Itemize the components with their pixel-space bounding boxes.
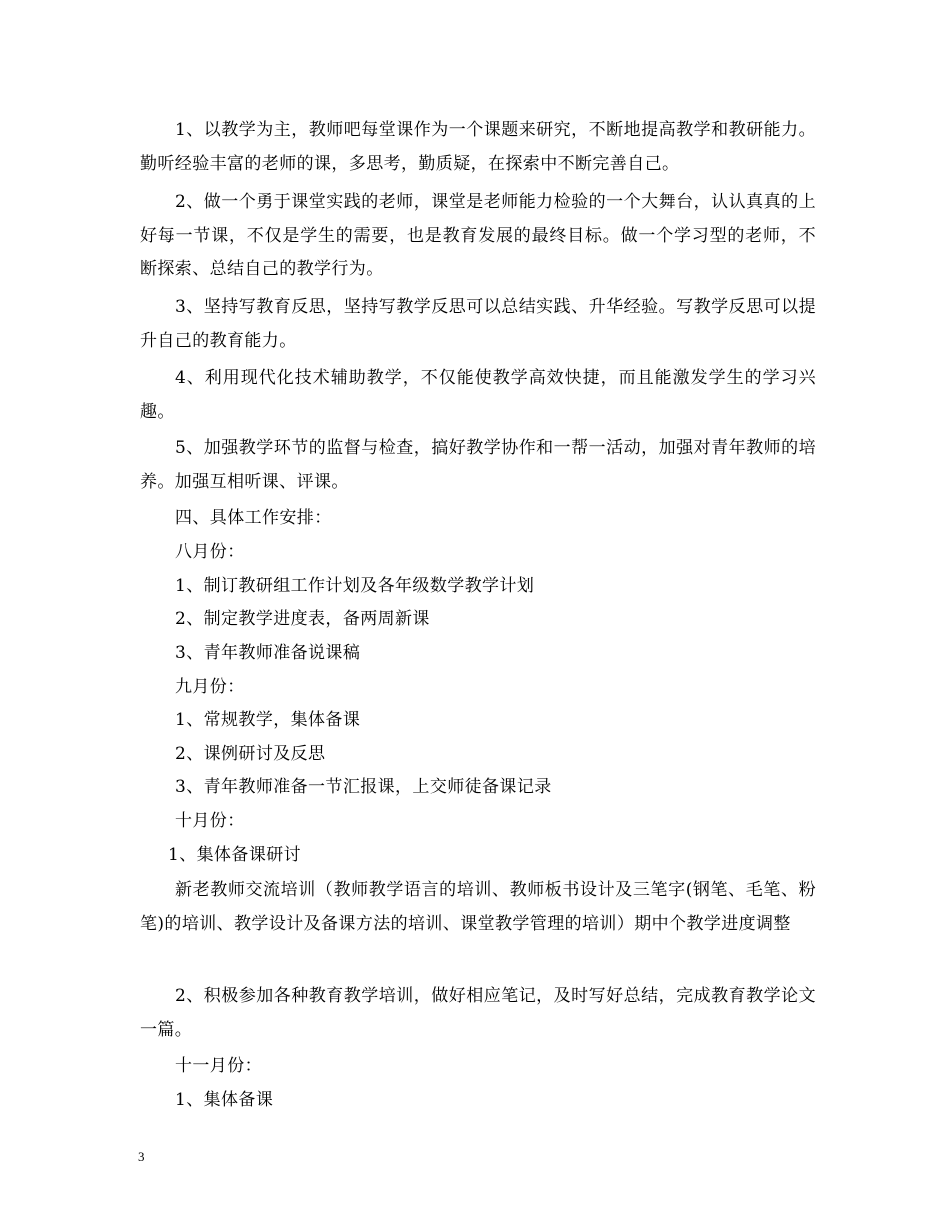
month-heading-september: 九月份： bbox=[175, 677, 245, 697]
list-item: 1、集体备课 bbox=[175, 1090, 274, 1110]
month-heading-august: 八月份： bbox=[175, 542, 245, 562]
month-heading-november: 十一月份： bbox=[175, 1056, 262, 1076]
paragraph-study-training: 2、积极参加各种教育教学培训，做好相应笔记，及时写好总结，完成教育教学论文一篇。 bbox=[140, 986, 816, 1040]
section-heading-work-arrangement: 四、具体工作安排： bbox=[175, 508, 332, 528]
paragraph-teaching-research: 1、以教学为主，教师吧每堂课作为一个课题来研究，不断地提高教学和教研能力。勤听经验丰富的老师的课，多思考，勤质疑，在探索中不断完善自己。 bbox=[140, 120, 816, 174]
list-item: 3、青年教师准备说课稿 bbox=[175, 643, 361, 663]
paragraph-classroom-practice: 2、做一个勇于课堂实践的老师，课堂是老师能力检验的一个大舞台，认认真真的上好每一节课，不仅是学生的需要，也是教育发展的最终目标。做一个学习型的老师，不断探索、总结自己的教学行为。 bbox=[140, 192, 816, 279]
paragraph-technology: 4、利用现代化技术辅助教学，不仅能使教学高效快捷，而且能激发学生的学习兴趣。 bbox=[140, 368, 816, 422]
paragraph-reflection: 3、坚持写教育反思，坚持写教学反思可以总结实践、升华经验。写教学反思可以提升自己的教育能力。 bbox=[140, 297, 816, 351]
list-item: 3、青年教师准备一节汇报课，上交师徒备课记录 bbox=[175, 777, 552, 797]
list-item: 2、制定教学进度表，备两周新课 bbox=[175, 609, 430, 629]
paragraph-training: 新老教师交流培训（教师教学语言的培训、教师板书设计及三笔字(钢笔、毛笔、粉笔)的培训、教学设计及备课方法的培训、课堂教学管理的培训）期中个教学进度调整 bbox=[140, 880, 816, 934]
list-item: 1、常规教学，集体备课 bbox=[175, 710, 361, 730]
list-item: 1、制订教研组工作计划及各年级数学教学计划 bbox=[175, 576, 535, 596]
page-number: 3 bbox=[138, 1149, 145, 1164]
month-heading-october: 十月份： bbox=[175, 811, 245, 831]
list-item: 1、集体备课研讨 bbox=[168, 845, 302, 865]
list-item: 2、课例研讨及反思 bbox=[175, 744, 326, 764]
paragraph-supervision: 5、加强教学环节的监督与检查，搞好教学协作和一帮一活动，加强对青年教师的培养。加强互相听课、评课。 bbox=[140, 438, 816, 492]
